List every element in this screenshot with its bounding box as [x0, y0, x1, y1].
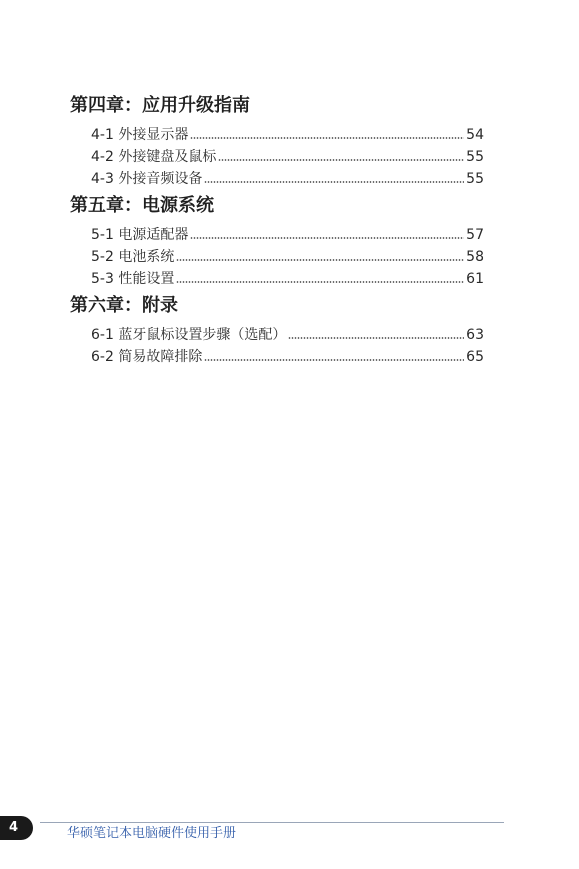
toc-entry-page: 55 [466, 149, 484, 165]
toc-entry [91, 344, 484, 366]
footer-divider [40, 822, 504, 823]
chapter-entries [70, 222, 484, 288]
footer-manual-title: 华硕笔记本电脑硬件使用手册 [67, 826, 237, 841]
toc-entry [91, 144, 484, 166]
toc-entry-page: 65 [466, 349, 484, 365]
chapter-6 [70, 294, 484, 366]
toc-entry-label: 6-1 蓝牙鼠标设置步骤（选配） [91, 327, 287, 343]
toc-entry-label: 4-1 外接显示器 [91, 127, 189, 143]
dot-leader [204, 359, 464, 361]
dot-leader [176, 259, 464, 261]
chapter-title: 第五章：电源系统 [70, 195, 214, 216]
chapter-4 [70, 94, 484, 188]
toc-entry-label: 4-2 外接键盘及鼠标 [91, 149, 217, 165]
toc-entry [91, 244, 484, 266]
toc-entry-page: 61 [466, 271, 484, 287]
toc-entry [91, 166, 484, 188]
dot-leader [204, 181, 464, 183]
toc-entry [91, 322, 484, 344]
chapter-entries [70, 322, 484, 366]
toc-entry-label: 4-3 外接音频设备 [91, 171, 203, 187]
toc-entry-page: 57 [466, 227, 484, 243]
toc-entry-page: 58 [466, 249, 484, 265]
chapter-title: 第四章：应用升级指南 [70, 95, 250, 116]
dot-leader [218, 159, 464, 161]
toc-entry [91, 222, 484, 244]
table-of-contents [70, 94, 484, 366]
toc-entry-label: 5-1 电源适配器 [91, 227, 189, 243]
toc-entry [91, 266, 484, 288]
chapter-entries [70, 122, 484, 188]
toc-entry [91, 122, 484, 144]
toc-entry-page: 63 [466, 327, 484, 343]
toc-entry-page: 55 [466, 171, 484, 187]
page-number-tab: 4 [0, 816, 33, 840]
toc-entry-label: 5-3 性能设置 [91, 271, 175, 287]
toc-entry-label: 6-2 简易故障排除 [91, 349, 203, 365]
chapter-title: 第六章：附录 [70, 295, 178, 316]
dot-leader [176, 281, 464, 283]
dot-leader [288, 337, 464, 339]
toc-entry-page: 54 [466, 127, 484, 143]
dot-leader [190, 237, 464, 239]
dot-leader [190, 137, 464, 139]
chapter-5 [70, 194, 484, 288]
toc-entry-label: 5-2 电池系统 [91, 249, 175, 265]
